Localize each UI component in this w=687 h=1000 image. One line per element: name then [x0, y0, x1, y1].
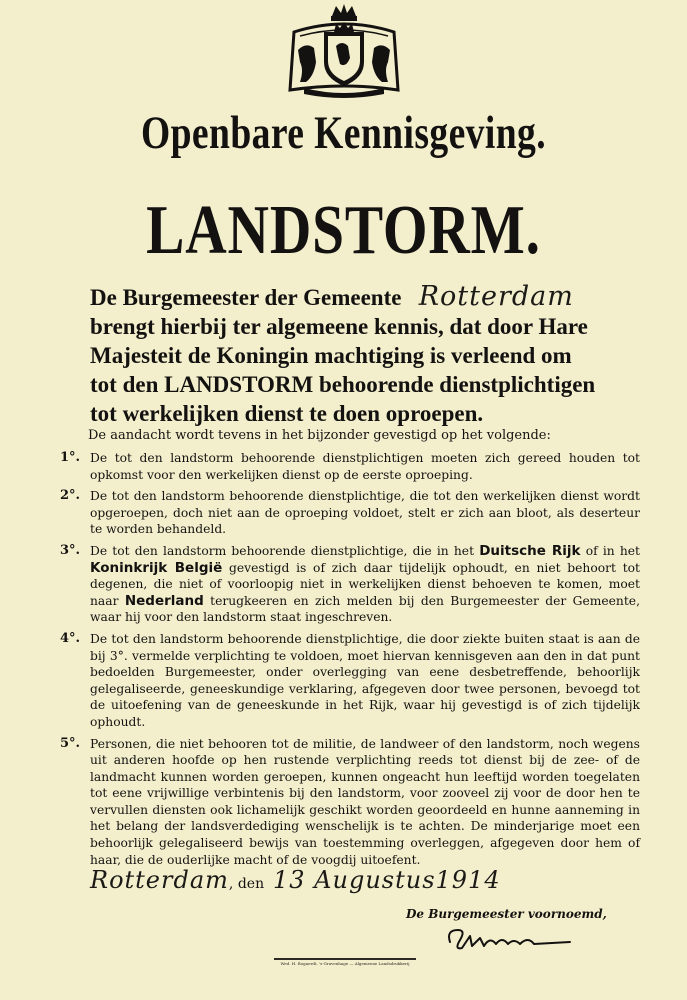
notice-title: Openbare Kennisgeving.	[140, 107, 547, 159]
signer-title: De Burgemeester voornoemd,	[406, 907, 607, 921]
article-text: terugkeeren en zich melden bij den Burgemeester der Gemeente, waar hij voor den landstorm staat ingeschreven.	[90, 593, 640, 625]
date-line	[90, 866, 501, 894]
article-number: 5°.	[60, 735, 81, 751]
article-number: 2°.	[60, 488, 81, 504]
lead-paragraph	[90, 282, 610, 428]
article-text: of in het	[585, 543, 640, 558]
article-item	[60, 450, 640, 483]
article-text: De tot den landstorm behoorende dienstplichtige, die in het	[90, 543, 475, 558]
notice-headline: LANDSTORM.	[146, 192, 541, 269]
footer-rule	[274, 958, 416, 960]
lead-line: Majesteit de Koningin machtiging is verleend om	[90, 343, 572, 368]
article-number: 3°.	[60, 542, 81, 558]
date-handwritten: 13 Augustus	[273, 866, 436, 894]
royal-coat-of-arms-icon	[284, 2, 404, 100]
highlight-country: Koninkrijk België	[90, 559, 223, 576]
article-text: gevestigd is of zich daar tijdelijk ophoudt, en niet behoort tot degenen, die niet of voorloopig niet in werkelijken dienst behoeven te komen, moet naar	[90, 560, 641, 608]
highlight-country: Duitsche Rijk	[479, 542, 581, 559]
place-handwritten: Rotterdam	[90, 866, 229, 894]
article-item	[60, 488, 640, 538]
lead-line	[90, 282, 610, 312]
article-text: De tot den landstorm behoorende dienstplichtige, die tot den werkelijken dienst wordt opgeroepen, doch niet aan de oproeping voldoet, stelt er zich aan bloot, als deserteur te worden behandeld.	[90, 489, 640, 537]
lead-line: tot werkelijken dienst te doen oproepen.	[90, 401, 484, 426]
date-den: , den	[228, 876, 265, 892]
article-list	[60, 445, 640, 868]
municipality-handwritten: Rotterdam	[418, 281, 574, 312]
printer-imprint: Wed. H. Bogaerdt, 's-Gravenhage — Algemeene Landsdrukkerij	[280, 961, 410, 966]
article-text: De tot den landstorm behoorende dienstplichtigen moeten zich gereed houden tot opkomst voor den werkelijken dienst op de eerste oproeping.	[90, 451, 640, 482]
article-number: 4°.	[60, 630, 81, 646]
article-item	[60, 631, 640, 731]
lead-line: brengt hierbij ter algemeene kennis, dat door Hare	[90, 314, 588, 339]
article-text: Personen, die niet behooren tot de militie, de landweer of den landstorm, noch wegens uit anderen hoofde op hen rustende verplichting reeds tot dienst bij de zee- of de landmacht kunnen worden geroepen, kunnen ongeacht hun leeftijd worden toegelaten tot eene vrijwillige verbintenis bij den landstorm, voor zooveel zij voor de door hen te vervullen diensten ook lichamelijk geschikt worden geoordeeld en hunne aanneming in het belang der landsverdediging wenschelijk is te achten. De minderjarige moet een behoorlijk gelegaliseerd bewijs van toestemming overleggen, afgegeven door hem of haar, die de ouderlijke macht of de voogdij uitoefent.	[90, 736, 640, 867]
article-item	[60, 736, 640, 869]
article-number: 1°.	[60, 450, 81, 465]
lead-line: tot den LANDSTORM behoorende dienstplichtigen	[90, 372, 596, 397]
year-handwritten: 1914	[435, 866, 501, 894]
article-item	[60, 543, 640, 626]
intro-text: De aandacht wordt tevens in het bijzonder gevestigd op het volgende:	[88, 428, 551, 443]
handwritten-signature	[444, 922, 574, 956]
highlight-country: Nederland	[124, 592, 204, 609]
lead-text: De Burgemeester der Gemeente	[90, 285, 402, 310]
article-text: De tot den landstorm behoorende dienstplichtige, die door ziekte buiten staat is aan de bij 3°. vermelde verplichting te voldoen, moet hiervan kennisgeven aan den in dat punt bedoelden Burgemeester, onder overlegging van eene desbetreffende, behoorlijk gelegaliseerde, geneeskundige verklaring, afgegeven door twee personen, bevoegd tot de uitoefening van de geneeskunde in het Rijk, waar hij gevestigd is of zich tijdelijk ophoudt.	[90, 631, 640, 729]
